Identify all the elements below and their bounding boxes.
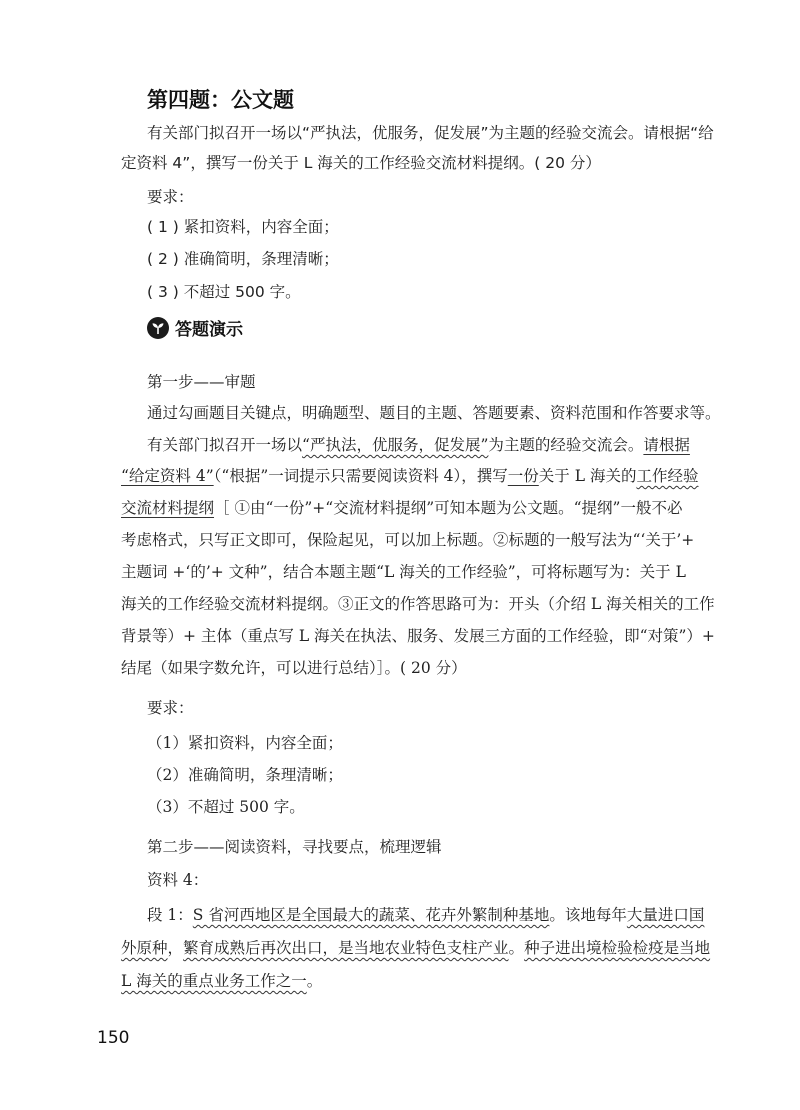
requirement-item: （2）准确简明，条理清晰； [147,766,343,784]
requirement-item: ( 1 ) 紧扣资料，内容全面； [147,218,339,236]
requirement-item: （1）紧扣资料，内容全面； [147,734,343,752]
theme-keyword: 工作经验 [636,467,699,485]
annotated-line: 有关部门拟召开一场以“严执法，优服务，促发展”为主题的经验交流会。请根据 [147,436,690,454]
requirement-item: ( 3 ) 不超过 500 字。 [147,283,301,301]
step1-title: 第一步——审题 [147,373,256,391]
annotation-line: 考虑格式，只写正文即可，保险起见，可以加上标题。②标题的一般写法为“‘关于’+ [121,531,695,549]
key-point: 大量进口国 [626,906,705,924]
keyword-underline: 交流材料提纲 [121,499,215,517]
key-point: S 省河西地区是全国最大的蔬菜、花卉外繁制种基地 [192,906,550,924]
key-point: 外原种 [121,939,168,957]
key-point: 种子进出境检验检疫是当地 [524,939,711,957]
theme-keyword: “严执法，优服务，促发展” [302,436,489,454]
page-number: 150 [97,1028,130,1048]
requirements-label: 要求： [147,188,194,206]
demo-section-heading [147,315,243,340]
question-heading: 第四题：公文题 [147,88,294,112]
material-line: 外原种，繁育成熟后再次出口，是当地农业特色支柱产业。种子进出境检验检疫是当地 [121,939,711,957]
annotation-line: 主题词 +‘的’+ 文种”，结合本题主题“L 海关的工作经验”，可将标题写为：关于 L [121,563,686,581]
keyword-underline: 一份 [507,467,539,485]
material-line: L 海关的重点业务工作之一。 [121,972,323,990]
annotation-line: 海关的工作经验交流材料提纲。③正文的作答思路可为：开头（介绍 L 海关相关的工作 [121,595,715,613]
annotated-line: “给定资料 4”（“根据”一词提示只需要阅读资料 4），撰写一份关于 L 海关的工作经验 [121,467,699,485]
keyword-underline: “给定资料 4” [121,467,214,485]
keyword-underline: 请根据 [643,436,690,454]
annotated-line: 交流材料提纲［ ①由“一份”+“交流材料提纲”可知本题为公文题。“提纲”一般不必 [121,499,683,517]
key-point: 繁育成熟后再次出口，是当地农业特色支柱产业 [183,939,509,957]
annotation-line: 背景等）+ 主体（重点写 L 海关在执法、服务、发展三方面的工作经验，即“对策”）+ [121,627,715,645]
material-line: 段 1：S 省河西地区是全国最大的蔬菜、花卉外繁制种基地。该地每年大量进口国 [147,906,705,924]
requirement-item: ( 2 ) 准确简明，条理清晰； [147,250,339,268]
step1-intro: 通过勾画题目关键点，明确题型、题目的主题、答题要素、资料范围和作答要求等。 [147,404,721,422]
material-label: 资料 4： [147,871,209,889]
demo-section-title: 答题演示 [175,320,243,340]
requirement-item: （3）不超过 500 字。 [147,798,305,816]
key-point: L 海关的重点业务工作之一 [121,972,307,990]
step2-title: 第二步——阅读资料，寻找要点，梳理逻辑 [147,838,442,856]
annotation-line: 结尾（如果字数允许，可以进行总结）］。( 20 分） [121,659,467,677]
question-line: 有关部门拟召开一场以“严执法，优服务，促发展”为主题的经验交流会。请根据“给 [147,124,714,142]
sprout-icon [147,317,169,339]
requirements-label: 要求： [147,699,194,717]
question-line: 定资料 4”，撰写一份关于 L 海关的工作经验交流材料提纲。( 20 分） [121,154,601,172]
